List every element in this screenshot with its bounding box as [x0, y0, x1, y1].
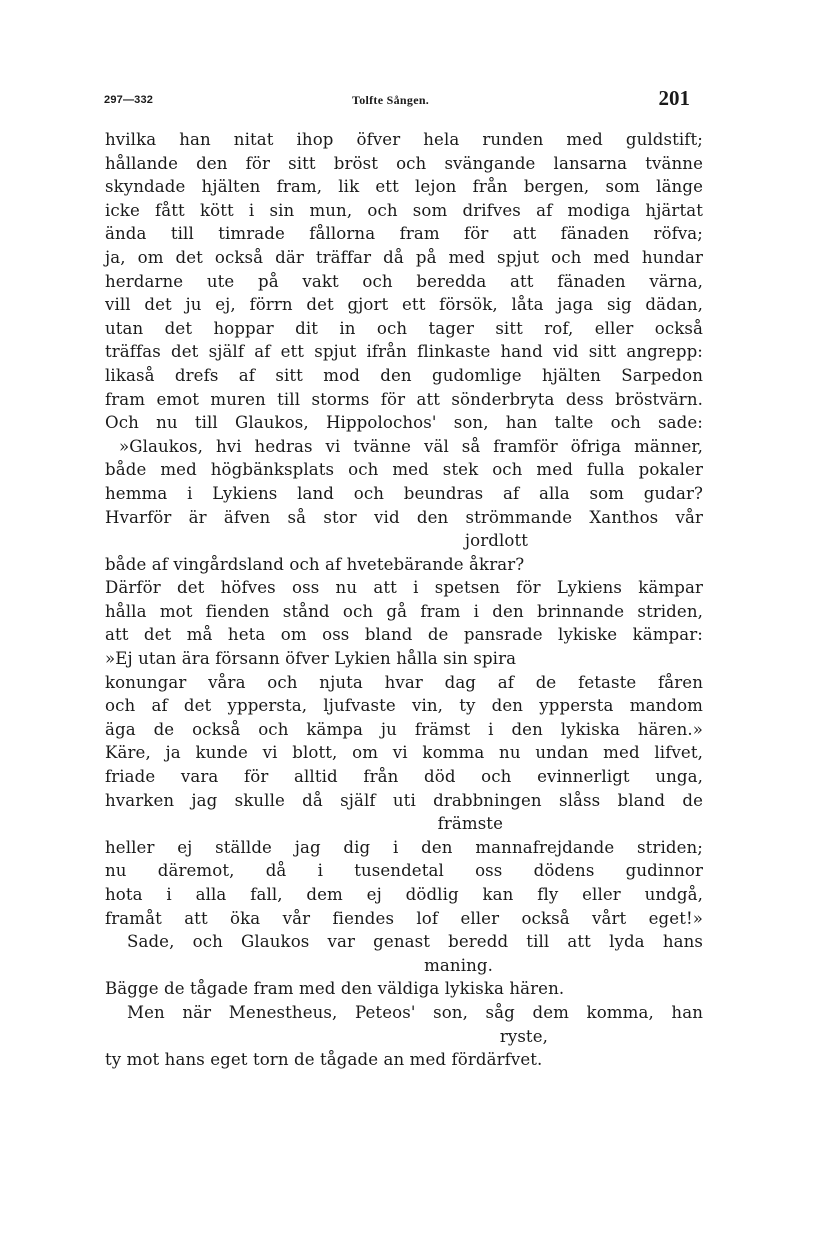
verse-line-range: 297—332 — [104, 94, 154, 106]
verse-line: ända till timrade fållorna fram för att fänaden röfva; — [105, 224, 703, 244]
verse-line: Men när Menestheus, Peteos' son, såg dem komma, han — [127, 1002, 703, 1022]
verse-line: hållande den för sitt bröst och svängande lansarna tvänne — [105, 153, 703, 173]
verse-line: utan det hoppar dit in och tager sitt rof, eller också — [105, 318, 703, 338]
verse-line-continuation: maning. — [424, 955, 493, 975]
verse-line-continuation: främste — [437, 814, 503, 834]
verse-line: äga de också och kämpa ju främst i den lykiska hären.» — [105, 719, 703, 739]
verse-line: Sade, och Glaukos var genast beredd till att lyda hans — [127, 932, 703, 952]
verse-line: herdarne ute på vakt och beredda att fänaden värna, — [105, 271, 703, 291]
page-number: 201 — [658, 86, 690, 110]
verse-line: »Glaukos, hvi hedras vi tvänne väl så framför öfriga männer, — [119, 436, 703, 456]
verse-line: framåt att öka vår fiendes lof eller också vårt eget!» — [105, 908, 703, 928]
verse-line: konungar våra och njuta hvar dag af de fetaste fåren — [105, 672, 703, 692]
verse-line: Därför det höfves oss nu att i spetsen för Lykiens kämpar — [105, 578, 703, 598]
verse-line: hålla mot fienden stånd och gå fram i den brinnande striden, — [105, 601, 703, 621]
verse-line: Hvarför är äfven så stor vid den strömmande Xanthos vår — [105, 507, 703, 527]
verse-line: både med högbänksplats och med stek och med fulla pokaler — [105, 460, 703, 480]
verse-line: Bägge de tågade fram med den väldiga lykiska hären. — [105, 979, 565, 999]
verse-text — [105, 128, 703, 1072]
verse-line: hvarken jag skulle då själf uti drabbningen slåss bland de — [105, 790, 703, 810]
verse-line: hota i alla fall, dem ej dödlig kan fly eller undgå, — [105, 885, 703, 904]
verse-line: träffas det själf af ett spjut ifrån flinkaste hand vid sitt angrepp: — [105, 342, 703, 362]
verse-line-continuation: jordlott — [464, 531, 528, 551]
verse-line: hemma i Lykiens land och beundras af alla som gudar? — [105, 483, 703, 503]
verse-line: nu däremot, då i tusendetal oss dödens gudinnor — [105, 861, 703, 881]
verse-line: Och nu till Glaukos, Hippolochos' son, han talte och sade: — [105, 413, 703, 433]
verse-line: ty mot hans eget torn de tågade an med fördärfvet. — [105, 1050, 543, 1070]
verse-line: likaså drefs af sitt mod den gudomlige hjälten Sarpedon — [105, 365, 703, 385]
verse-line-continuation: ryste, — [499, 1026, 548, 1046]
verse-line: att det må heta om oss bland de pansrade lykiske kämpar: — [105, 625, 703, 645]
verse-line: fram emot muren till storms för att sönderbryta dess bröstvärn. — [105, 389, 703, 409]
verse-line: vill det ju ej, förrn det gjort ett försök, låta jaga sig dädan, — [105, 295, 703, 315]
verse-line: »Ej utan ära försann öfver Lykien hålla sin spira — [105, 649, 517, 669]
verse-line: icke fått kött i sin mun, och som drifves af modiga hjärtat — [105, 200, 703, 220]
verse-line: och af det yppersta, ljufvaste vin, ty den yppersta mandom — [105, 696, 703, 716]
verse-line: Käre, ja kunde vi blott, om vi komma nu undan med lifvet, — [105, 743, 703, 763]
running-title: Tolfte Sången. — [352, 93, 430, 107]
verse-line: hvilka han nitat ihop öfver hela runden med guldstift; — [105, 130, 703, 149]
page-header — [104, 86, 704, 116]
verse-line: ja, om det också där träffar då på med spjut och med hundar — [105, 247, 703, 267]
verse-line: skyndade hjälten fram, lik ett lejon från bergen, som länge — [105, 177, 703, 197]
verse-line: friade vara för alltid från död och evinnerligt unga, — [105, 767, 703, 787]
verse-line: både af vingårdsland och af hvetebärande åkrar? — [105, 554, 525, 574]
verse-line: heller ej ställde jag dig i den mannafrejdande striden; — [105, 837, 703, 857]
